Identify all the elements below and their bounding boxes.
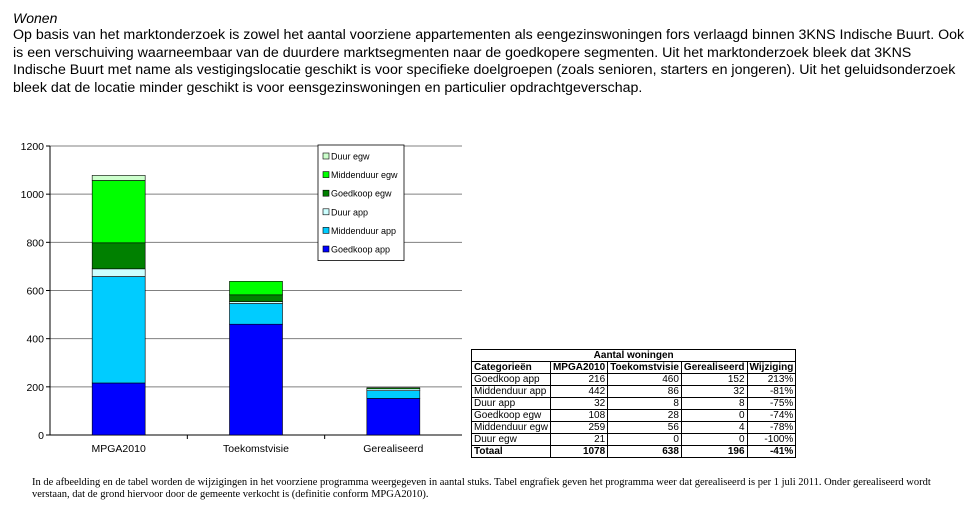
table-cell: 216 [550,374,607,386]
bar-segment [367,388,420,389]
legend-swatch [323,172,329,178]
legend-entry: Duur app [331,207,369,218]
y-tick-label: 600 [26,285,44,298]
y-tick-label: 800 [26,237,44,250]
table-cell: 638 [608,446,682,458]
legend-entry: Goedkoop app [331,244,391,255]
table-cell: 32 [550,398,607,410]
legend-swatch [323,153,329,159]
table-cell: 259 [550,422,607,434]
intro-paragraph: Op basis van het marktonderzoek is zowel het aantal voorziene appartementen als eengezinswoningen fors verlaagd binnen 3KNS Indische Buurt. Ook is een verschuiving waarneembaar van de duurdere marktsegmenten naar de goedkopere segmenten. Uit het marktonderzoek bleek dat 3KNS Indische Buurt met name als vestigingslocatie geschikt is voor specifieke doelgroepen (zoals senioren, starters en jongeren). Uit het geluidsonderzoek bleek dat de locatie minder geschikt is voor eensgezinswoningen en particulier opdrachtgeverschap. [13,27,965,96]
x-tick-label: Gerealiseerd [363,443,424,455]
table-cell: Middenduur egw [472,422,551,434]
table-total-row [472,446,796,458]
figure-caption: In de afbeelding en de tabel worden de wijzigingen in het voorziene programma weergegeven in aantal stuks. Tabel engrafiek geven het programma weer dat gerealiseerd is per 1 juli 2011. Onder gerealiseerd wordt verstaan, dat de grond hiervoor door de gemeente verkocht is (definitie conform MPGA2010). [32,477,931,500]
x-tick-label: MPGA2010 [91,443,146,455]
bar-segment [230,304,283,325]
legend-box [318,145,404,261]
data-table [471,349,796,458]
table-row [472,386,796,398]
table-row [472,410,796,422]
table-cell: Middenduur app [472,386,551,398]
table-cell: 442 [550,386,607,398]
table-cell: Duur app [472,398,551,410]
table-cell: Totaal [472,446,551,458]
bar-segment [230,324,283,435]
table-row [472,422,796,434]
table-cell: 21 [550,434,607,446]
table-header-cell: Wijziging [747,362,796,374]
table-cell: -74% [747,410,796,422]
bar-segment [92,180,145,242]
legend [318,145,404,261]
bar-segment [230,281,283,294]
table-cell: 0 [681,410,747,422]
stacked-bar-chart [0,135,470,475]
table-cell: -78% [747,422,796,434]
legend-entry: Middenduur egw [331,170,398,181]
bar-segment [367,398,420,435]
x-tick-labels [92,443,424,455]
table-cell: 213% [747,374,796,386]
y-tick-label: 1200 [20,141,44,153]
table-row [472,434,796,446]
y-tick-labels [21,141,45,442]
table-cell: 8 [608,398,682,410]
table-cell: -41% [747,446,796,458]
table-cell: 8 [681,398,747,410]
bar-segment [230,295,283,302]
table-header-cell: Gerealiseerd [681,362,747,374]
bar-segment [92,243,145,269]
table-cell: 0 [681,434,747,446]
table-cell: 152 [681,374,747,386]
table-cell: 4 [681,422,747,434]
bar-segment [92,269,145,277]
legend-swatch [323,227,329,233]
table-cell: -81% [747,386,796,398]
y-tick-label: 0 [38,430,44,442]
legend-entry: Goedkoop egw [331,188,392,199]
table-cell: 56 [608,422,682,434]
table-cell: -100% [747,434,796,446]
table-caption: Aantal woningen [472,350,796,362]
table-cell: 86 [608,386,682,398]
table-cell: 28 [608,410,682,422]
table-cell: -75% [747,398,796,410]
table-cell: Duur egw [472,434,551,446]
x-tick-label: Toekomstvisie [223,443,289,455]
table-cell: 0 [608,434,682,446]
legend-swatch [323,190,329,196]
section-heading: Wonen [13,10,58,26]
table-cell: 460 [608,374,682,386]
table-cell: Goedkoop egw [472,410,551,422]
legend-entry: Duur egw [331,151,370,162]
table-cell: Goedkoop app [472,374,551,386]
table-header-cell: Categorieën [472,362,551,374]
table-cell: 108 [550,410,607,422]
table-cell: 32 [681,386,747,398]
table-header-cell: Toekomstvisie [608,362,682,374]
table-cell: 196 [681,446,747,458]
legend-swatch [323,246,329,252]
bar-segment [92,277,145,383]
y-tick-label: 200 [26,381,44,394]
table-row [472,374,796,386]
table-header-cell: MPGA2010 [550,362,607,374]
bar-segment [92,175,145,180]
table-cell: 1078 [550,446,607,458]
legend-swatch [323,209,329,215]
y-tick-label: 1000 [20,189,44,202]
legend-entry: Middenduur app [331,225,397,236]
table-header-row [472,362,796,374]
bar-segment [367,391,420,399]
table-row [472,398,796,410]
bar-segment [92,383,145,435]
y-tick-label: 400 [26,333,44,346]
table-body [472,374,796,458]
